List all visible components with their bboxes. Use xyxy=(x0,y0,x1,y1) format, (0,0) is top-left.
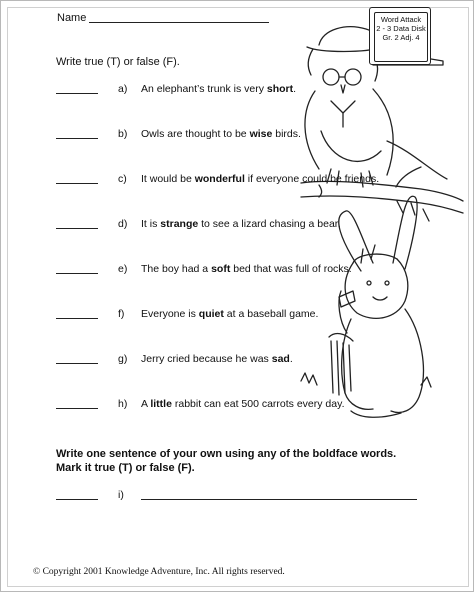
name-label: Name xyxy=(57,12,87,24)
question-row-a xyxy=(56,81,416,99)
question-row-i xyxy=(56,487,416,505)
name-field[interactable] xyxy=(89,22,269,23)
answer-blank-b[interactable] xyxy=(56,138,98,139)
question-row-b xyxy=(56,126,416,144)
item-letter: d) xyxy=(118,218,128,230)
item-letter: i) xyxy=(118,489,124,501)
question-row-e xyxy=(56,261,416,279)
section-heading: Write true (T) or false (F). xyxy=(56,56,180,68)
item-letter: f) xyxy=(118,308,125,320)
answer-blank-e[interactable] xyxy=(56,273,98,274)
section2-instruction: Write one sentence of your own using any of the boldface words. Mark it true (T) or false (F). xyxy=(56,448,397,474)
item-letter: b) xyxy=(118,128,128,140)
item-sentence: It would be wonderful if everyone could be friends. xyxy=(141,173,380,185)
question-row-f xyxy=(56,306,416,324)
item-letter: a) xyxy=(118,83,128,95)
item-sentence: Owls are thought to be wise birds. xyxy=(141,128,301,140)
item-sentence: Everyone is quiet at a baseball game. xyxy=(141,308,319,320)
answer-blank-g[interactable] xyxy=(56,363,98,364)
badge-text: Word Attack 2 - 3 Data Disk Gr. 2 Adj. 4 xyxy=(374,12,428,62)
item-sentence: An elephant’s trunk is very short. xyxy=(141,83,297,95)
item-letter: g) xyxy=(118,353,128,365)
item-letter: h) xyxy=(118,398,128,410)
question-row-d xyxy=(56,216,416,234)
answer-blank-f[interactable] xyxy=(56,318,98,319)
copyright-notice: © Copyright 2001 Knowledge Adventure, Inc. All rights reserved. xyxy=(33,567,285,577)
item-letter: e) xyxy=(118,263,128,275)
answer-blank-c[interactable] xyxy=(56,183,98,184)
question-row-c xyxy=(56,171,416,189)
item-sentence: The boy had a soft bed that was full of rocks. xyxy=(141,263,352,275)
word-attack-badge xyxy=(369,7,431,65)
item-sentence: A little rabbit can eat 500 carrots every day. xyxy=(141,398,345,410)
answer-blank-h[interactable] xyxy=(56,408,98,409)
answer-blank-i[interactable] xyxy=(56,499,98,500)
question-row-h xyxy=(56,396,416,414)
answer-blank-d[interactable] xyxy=(56,228,98,229)
question-row-g xyxy=(56,351,416,369)
item-sentence: It is strange to see a lizard chasing a bear. xyxy=(141,218,341,230)
item-letter: c) xyxy=(118,173,127,185)
answer-blank-a[interactable] xyxy=(56,93,98,94)
item-sentence: Jerry cried because he was sad. xyxy=(141,353,293,365)
own-sentence-line[interactable] xyxy=(141,499,417,500)
